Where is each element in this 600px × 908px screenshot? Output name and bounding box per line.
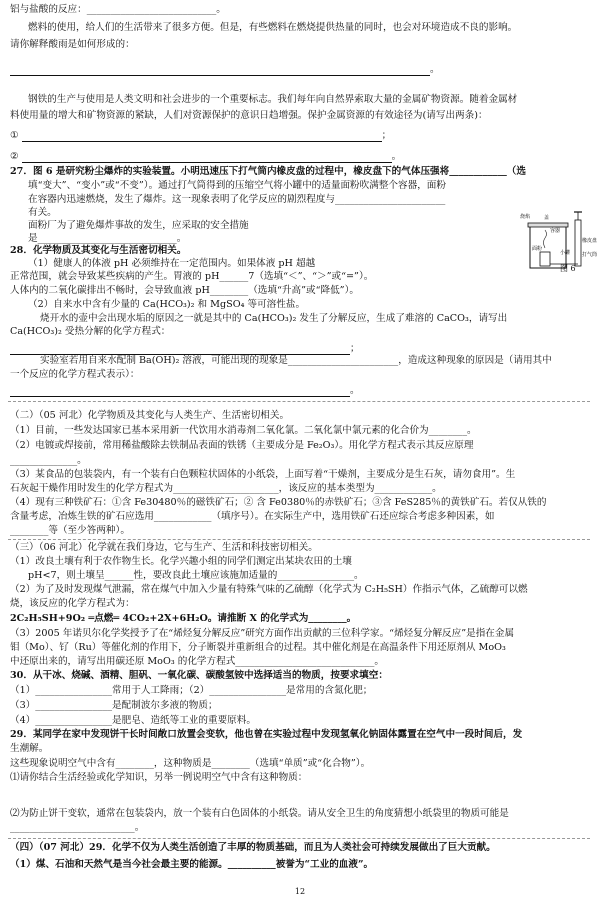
label-air-pump: 打气筒 [582, 252, 598, 258]
text-line: 人体内的二氧化碳排出不畅时，会导致血液 pH________（选填“升高”或“降低”）。 [10, 285, 359, 296]
label-flour: 面粉 [532, 246, 543, 252]
text-line: （1）健康人的体液 pH 必须维持在一定范围内。如果体液 pH 超越 [28, 258, 316, 269]
text-line: ______________。 [10, 455, 87, 466]
label-rubber-disk: 橡皮盘 [582, 238, 598, 244]
text-line: 生潮解。 [10, 743, 49, 754]
page-number: 12 [294, 887, 306, 896]
section-two-heading: （二）（05 河北）化学物质及其变化与人类生产、生活密切相关。 [10, 410, 290, 421]
text-line: 正常范围，就会导致某些疾病的产生。胃液的 pH______7（选填“＜”、“＞”或“=”）。 [10, 271, 374, 282]
section-three-heading: （三）（06 河北）化学就在我们身边，它与生产、生活和科技密切相关。 [10, 542, 318, 553]
text-line: 请你解释酸雨是如何形成的： [10, 39, 135, 50]
text-line: pH<7，则土壤呈______性，要改良此土壤应该施加适量的________________。 [28, 570, 364, 581]
text-line: （3）________________是配制波尔多液的物质； [10, 700, 218, 711]
text-line: 烧，该反应的化学方程式为： [10, 598, 135, 609]
text-line: （1）目前，一些发达国家已基本采用新一代饮用水消毒剂二氧化氯。二氧化氯中氯元素的化合价为________。 [10, 425, 477, 436]
label-container: 容器 [550, 228, 561, 234]
text-line: 这些现象说明空气中含有________，这种物质是________（选填“单质”或“化合物”）。 [10, 758, 371, 769]
text-line: 在容器内迅速燃烧，发生了爆炸。这一现象表明了化学反应的剧烈程度与_______________________ [28, 194, 446, 205]
label-lid: 盖 [544, 215, 550, 221]
item-marker: ② [10, 151, 19, 162]
text-line: 有关。 [28, 207, 57, 218]
text-line: 一个反应的化学方程式表示）： [10, 369, 140, 380]
text-line: 填“变大”、“变小”或“不变”）。通过打气筒得到的压缩空气将小罐中的适量面粉吹满整个容器，面粉 [28, 180, 446, 191]
text-line: （4）________________是肥皂、造纸等工业的重要原料。 [10, 715, 256, 726]
text-line: （2）为了及时发现煤气泄漏，常在煤气中加入少量有特殊气味的乙硫醇（化学式为 C₂H₅SH）作指示气体，乙硫醇可以燃 [10, 584, 528, 595]
text-line: ________等（至少答两种）。 [10, 525, 130, 536]
question-30: 30．从干冰、烧碱、酒精、胆矾、一氧化碳、碳酸氢铵中选择适当的物质，按要求填空： [10, 670, 388, 681]
question-29: 29．某同学在家中发现饼干长时间敞口放置会变软，他也曾在实验过程中发现氢氧化钠固体露置在空气中一段时间后，发 [10, 729, 523, 740]
text-line: 中还原出来的，请写出用碳还原 MoO₃ 的化学方程式_____________________________。 [10, 656, 384, 667]
text-line: 石灰起干燥作用时发生的化学方程式为______________________，该反应的基本类型为____________。 [10, 483, 442, 494]
text-line: 燃料的使用，给人们的生活带来了很多方便。但是，有些燃料在燃烧提供热量的同时，也会对环境造成不良的影响。 [28, 22, 518, 33]
label-small-can: 小罐 [560, 250, 571, 256]
text-line: （3）某食品的包装袋内，有一个装有白色颗粒状固体的小纸袋，上面写着“干燥剂，主要成分是生石灰，请勿食用”。生 [10, 469, 516, 480]
answer-blank[interactable] [10, 386, 350, 397]
answer-blank[interactable] [22, 152, 392, 163]
text-line: 烧开水的壶中会出现水垢的原因之一就是其中的 Ca(HCO₃)₂ 发生了分解反应，生成了难溶的 CaCO₃，请写出 [40, 313, 508, 324]
equation-line: 2C₂H₅SH+9O₂ ═点燃═ 4CO₂+2X+6H₂O。请推断 X 的化学式为________。 [10, 613, 357, 624]
text-line: （2）自来水中含有少量的 Ca(HCO₃)₂ 和 MgSO₄ 等可溶性盐。 [28, 299, 306, 310]
text-line: （4）现有三种铁矿石：①含 Fe30480％的磁铁矿石；② 含 Fe0380％的赤铁矿石；③含 FeS285％的黄铁矿石。若仅从铁的 [10, 497, 547, 508]
document-page: 铝与盐酸的反应：___________________________。 燃料的使用，给人们的生活带来了很多方便。但是，有些燃料在燃烧提供热量的同时，也会对环境造成不良的影响。 请你解释酸雨是如何形成的： 。 钢铁的生产与使用是人类文明和社会进步的一个重要标志。我们每年向自然界索取大量的金属矿物资源。随着金属材 料使用量的增大和矿物资源的紧缺，人们对资源保护的意识日趋增强。保护金属资源的有效途径为(请写出两条)： ① ； ② 。 27．图 6 是研究粉尘爆炸的实验装置。小明迅速压下打气筒内橡皮盘的过程中，橡皮盘下的气体压强将____________（选 填“变大”、“变小”或“不变”）。通过打气筒得到的压缩空气将小罐中的适量面粉吹满整个容器，面粉 在容器内迅速燃烧，发生了爆炸。这一现象表明了化学反应的剧烈程度与_______________________ 有关。 面粉厂为了避免爆炸事故的发生，应采取的安全措施 是_____________________________。 烧焰 盖 容器 面粉 小罐 橡皮盘 打气筒 图 6 28．化学物质及其变化与生活密切相关。 （1）健康人的体液 pH 必须维持在一定范围内。如果体液 pH 超越 正常范围，就会导致某些疾病的产生。胃液的 pH______7（选填“＜”、“＞”或“=”）。 人体内的二氧化碳排出不畅时，会导致血液 pH________（选填“升高”或“降低”）。 （2）自来水中含有少量的 Ca(HCO₃)₂ 和 MgSO₄ 等可溶性盐。 烧开水的壶中会出现水垢的原因之一就是其中的 Ca(HCO₃)₂ 发生了分解反应，生成了难溶的 CaCO₃，请写出 Ca(HCO₃)₂ 受热分解的化学方程式： ； 实验室若用自来水配制 Ba(OH)₂ 溶液，可能出现的现象是_______________________，造成这种现象的原因是（请用其中 一个反应的化学方程式表示）： 。 （二）（05 河北）化学物质及其变化与人类生产、生活密切相关。 （1）目前，一些发达国家已基本采用新一代饮用水消毒剂二氧化氯。二氧化氯中氯元素的化合价为________。 （2）电镀或焊接前，常用稀盐酸除去铁制品表面的铁锈（主要成分是 Fe₂O₃）。用化学方程式表示其反应原理 ______________。 （3）某食品的包装袋内，有一个装有白色颗粒状固体的小纸袋，上面写着“干燥剂，主要成分是生石灰，请勿食用”。生 石灰起干燥作用时发生的化学方程式为______________________，该反应的基本类型为____________。 （4）现有三种铁矿石：①含 Fe30480％的磁铁矿石；② 含 Fe0380％的赤铁矿石；③含 FeS285％的黄铁矿石。若仅从铁的 含量考虑，冶炼生铁的矿石应选用____________（填序号）。在实际生产中，选用铁矿石还应综合考虑多种因素，如 ________等（至少答两种）。 （三）（06 河北）化学就在我们身边，它与生产、生活和科技密切相关。 （1）改良土壤有利于农作物生长。化学兴趣小组的同学们测定出某块农田的土壤 pH<7，则土壤呈______性，要改良此土壤应该施加适量的________________。 （2）为了及时发现煤气泄漏，常在煤气中加入少量有特殊气味的乙硫醇（化学式为 C₂H₅SH）作指示气体，乙硫醇可以燃 烧，该反应的化学方程式为： 2C₂H₅SH+9O₂ ═点燃═ 4CO₂+2X+6H₂O。请推断 X 的化学式为________。 （3）2005 年诺贝尔化学奖授予了在“烯烃复分解反应”研究方面作出贡献的三位科学家。“烯烃复分解反应”是指在金属 钼（Mo）、钌（Ru）等催化剂的作用下，分子断裂并重新组合的过程。其中催化剂是在高温条件下用还原剂从 MoO₃ 中还原出来的，请写出用碳还原 MoO₃ 的化学方程式_____________________________。 30．从干冰、烧碱、酒精、胆矾、一氧化碳、碳酸氢铵中选择适当的物质，按要求填空： （1）________________常用于人工降雨；（2）________________是常用的含氮化肥； （3）________________是配制波尔多液的物质； （4）________________是肥皂、造纸等工业的重要原料。 29．某同学在家中发现饼干长时间敞口放置会变软，他也曾在实验过程中发现氢氧化钠固体露置在空气中一段时间后，发 生潮解。 这些现象说明空气中含有________，这种物质是________（选填“单质”或“化合物”）。 ⑴请你结合生活经验或化学知识，另举一例说明空气中含有这种物质： ⑵为防止饼干变软，通常在包装袋内，放一个装有白色固体的小纸袋。请从安全卫生的角度猜想小纸袋里的物质可能是 __________________________。 （四）（07 河北）29．化学不仅为人类生活创造了丰厚的物质基础，而且为人类社会可持续发展做出了巨大贡献。 （1）煤、石油和天然气是当今社会最主要的能源。__________被誉为“工业的血液”。 12 [0, 0, 600, 908]
text-line: 铝与盐酸的反应：___________________________。 [10, 4, 226, 15]
question-28: 28．化学物质及其变化与生活密切相关。 [10, 245, 187, 256]
answer-blank[interactable] [10, 344, 350, 355]
text-line: （1）煤、石油和天然气是当今社会最主要的能源。__________被誉为“工业的血液”。 [10, 859, 374, 870]
text-line: 面粉厂为了避免爆炸事故的发生，应采取的安全措施 [28, 220, 249, 231]
text-line: （1）________________常用于人工降雨；（2）________________是常用的含氮化肥； [10, 685, 373, 696]
lid-shape [528, 223, 568, 227]
text-line: ⑵为防止饼干变软，通常在包装袋内，放一个装有白色固体的小纸袋。请从安全卫生的角度猜想小纸袋里的物质可能是 [10, 808, 509, 819]
item-marker: ① [10, 130, 19, 141]
label-flame: 烧焰 [520, 214, 531, 220]
text-line: 钼（Mo）、钌（Ru）等催化剂的作用下，分子断裂并重新组合的过程。其中催化剂是在高温条件下用还原剂从 MoO₃ [10, 642, 506, 653]
text-line: 料使用量的增大和矿物资源的紧缺，人们对资源保护的意识日趋增强。保护金属资源的有效途径为(请写出两条)： [10, 110, 488, 121]
text-line: 实验室若用自来水配制 Ba(OH)₂ 溶液，可能出现的现象是_______________________，造成这种现象的原因是（请用其中 [40, 355, 552, 366]
section-four-heading: （四）（07 河北）29．化学不仅为人类生活创造了丰厚的物质基础，而且为人类社会可持续发展做出了巨大贡献。 [10, 842, 496, 853]
text-line: （3）2005 年诺贝尔化学奖授予了在“烯烃复分解反应”研究方面作出贡献的三位科学家。“烯烃复分解反应”是指在金属 [10, 628, 515, 639]
figure-caption: 图 6 [560, 264, 576, 273]
text-line: 是_____________________________。 [28, 233, 187, 244]
text-line: 钢铁的生产与使用是人类文明和社会进步的一个重要标志。我们每年向自然界索取大量的金属矿物资源。随着金属材 [28, 94, 518, 105]
answer-blank[interactable] [22, 131, 382, 142]
text-line: __________________________。 [10, 822, 145, 833]
text-line: ⑴请你结合生活经验或化学知识，另举一例说明空气中含有这种物质： [10, 772, 308, 783]
text-line: 含量考虑，冶炼生铁的矿石应选用____________（填序号）。在实际生产中，选用铁矿石还应综合考虑多种因素，如 [10, 511, 495, 522]
question-27: 27．图 6 是研究粉尘爆炸的实验装置。小明迅速压下打气筒内橡皮盘的过程中，橡皮盘下的气体压强将____________（选 [10, 166, 526, 177]
answer-blank[interactable] [10, 65, 430, 76]
text-line: Ca(HCO₃)₂ 受热分解的化学方程式： [10, 326, 171, 337]
text-line: （1）改良土壤有利于农作物生长。化学兴趣小组的同学们测定出某块农田的土壤 [10, 556, 352, 567]
text-line: （2）电镀或焊接前，常用稀盐酸除去铁制品表面的铁锈（主要成分是 Fe₂O₃）。用化学方程式表示其反应原理 [10, 440, 474, 451]
